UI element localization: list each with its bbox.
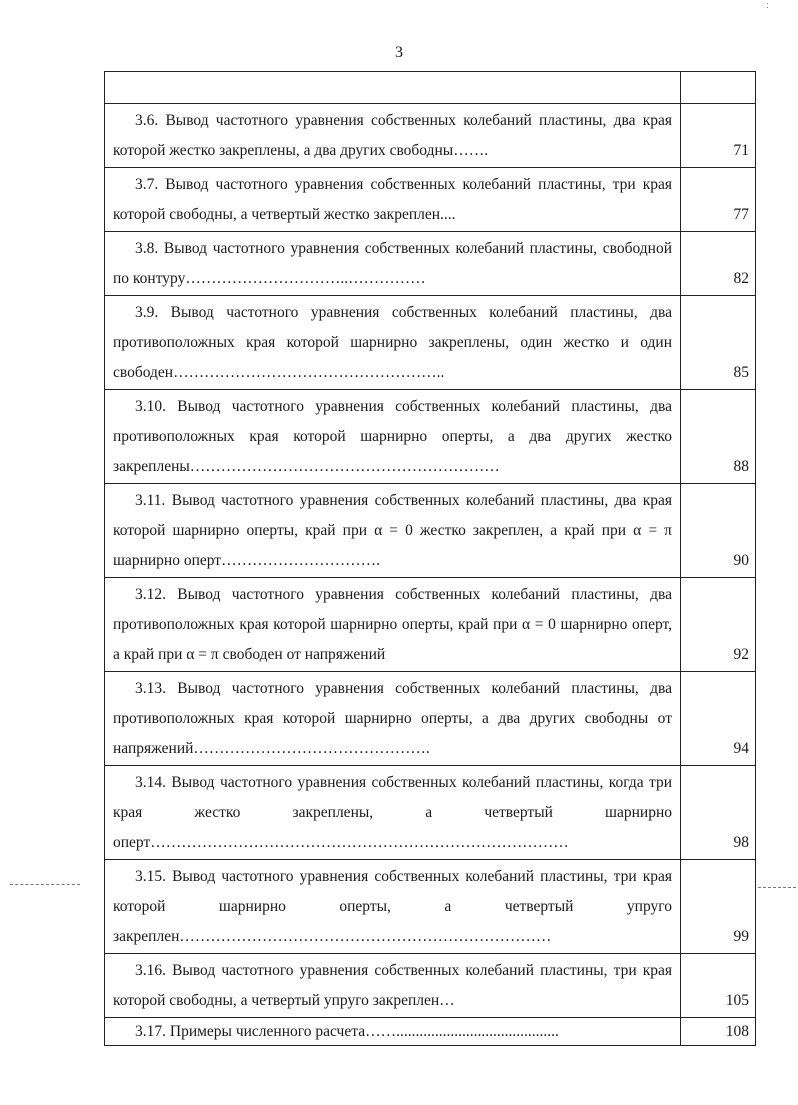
toc-entry-title: 3.13. Вывод частотного уравнения собственных колебаний пластины, два противоположных края которой шарнирно оперты, а два других свободны от напряжений……………………………………….	[113, 680, 672, 757]
toc-entry-title: 3.10. Вывод частотного уравнения собственных колебаний пластины, два противоположных края которой шарнирно оперты, а два других жестко закреплены……………………………………………………	[113, 398, 672, 475]
toc-entry-title: 3.16. Вывод частотного уравнения собственных колебаний пластины, три края которой свободны, а четвертый упруго закреплен…	[113, 962, 672, 1009]
toc-row	[105, 232, 756, 296]
toc-entry-title-cell	[105, 296, 681, 390]
toc-entry-page: 71	[681, 104, 756, 168]
toc-header-title-cell	[105, 72, 681, 104]
toc-entry-title-cell	[105, 232, 681, 296]
toc-entry-title: 3.15. Вывод частотного уравнения собственных колебаний пластины, три края которой шарнирно оперты, а четвертый упруго закреплен………………………………………………………………	[113, 868, 672, 945]
toc-entry-page: 98	[681, 766, 756, 860]
page-number: 3	[395, 44, 403, 61]
toc-entry-title-cell	[105, 168, 681, 232]
toc-entry-title: 3.12. Вывод частотного уравнения собственных колебаний пластины, два противоположных края которой шарнирно оперты, край при α = 0 шарнирно оперт, а край при α = π свободен от напряжений	[113, 586, 672, 663]
table-of-contents	[104, 71, 756, 1046]
toc-entry-page: 85	[681, 296, 756, 390]
toc-entry-title: 3.11. Вывод частотного уравнения собственных колебаний пластины, два края которой шарнирно оперты, край при α = 0 жестко закреплен, а край при α = π шарнирно оперт………………………….	[113, 492, 672, 569]
toc-entry-title: 3.7. Вывод частотного уравнения собственных колебаний пластины, три края которой свободны, а четвертый жестко закреплен....	[113, 176, 672, 223]
toc-entry-title: 3.8. Вывод частотного уравнения собственных колебаний пластины, свободной по контуру…………………………..……………	[113, 240, 672, 287]
toc-entry-title-cell	[105, 766, 681, 860]
toc-row	[105, 578, 756, 672]
toc-entry-title-cell	[105, 390, 681, 484]
toc-entry-title-cell	[105, 104, 681, 168]
toc-entry-title: 3.14. Вывод частотного уравнения собственных колебаний пластины, когда три края жестко закреплены, а четвертый шарнирно оперт………………………………………………………………………	[113, 774, 672, 851]
toc-entry-page: 88	[681, 390, 756, 484]
toc-entry-title-cell	[105, 954, 681, 1018]
scan-mark-top: :	[766, 0, 769, 11]
toc-entry-page: 82	[681, 232, 756, 296]
toc-row	[105, 104, 756, 168]
toc-row	[105, 168, 756, 232]
toc-entry-page: 77	[681, 168, 756, 232]
toc-header-page-cell	[681, 72, 756, 104]
toc-entry-page: 94	[681, 672, 756, 766]
toc-entry-title-cell	[105, 860, 681, 954]
toc-entry-page: 92	[681, 578, 756, 672]
toc-row	[105, 860, 756, 954]
toc-entry-title-cell	[105, 1018, 681, 1046]
toc-entry-title: 3.17. Примеры численного расчета……..........................................	[135, 1023, 559, 1040]
toc-entry-title-cell	[105, 484, 681, 578]
toc-entry-page: 99	[681, 860, 756, 954]
toc-row	[105, 766, 756, 860]
toc-entry-page: 105	[681, 954, 756, 1018]
toc-row	[105, 1018, 756, 1046]
toc-entry-page: 90	[681, 484, 756, 578]
toc-entry-title: 3.9. Вывод частотного уравнения собственных колебаний пластины, два противоположных края которой шарнирно закреплены, один жестко и один свободен……………………………………………..	[113, 304, 672, 381]
toc-entry-page: 108	[681, 1018, 756, 1046]
toc-row	[105, 390, 756, 484]
scan-artifact-right	[758, 887, 796, 888]
toc-row	[105, 296, 756, 390]
toc-row	[105, 484, 756, 578]
scan-artifact-left	[10, 884, 80, 885]
toc-entry-title: 3.6. Вывод частотного уравнения собственных колебаний пластины, два края которой жестко закреплены, а два других свободны…….	[113, 112, 672, 159]
toc-row	[105, 954, 756, 1018]
toc-row	[105, 672, 756, 766]
toc-entry-title-cell	[105, 578, 681, 672]
toc-entry-title-cell	[105, 672, 681, 766]
toc-header-row	[105, 72, 756, 104]
